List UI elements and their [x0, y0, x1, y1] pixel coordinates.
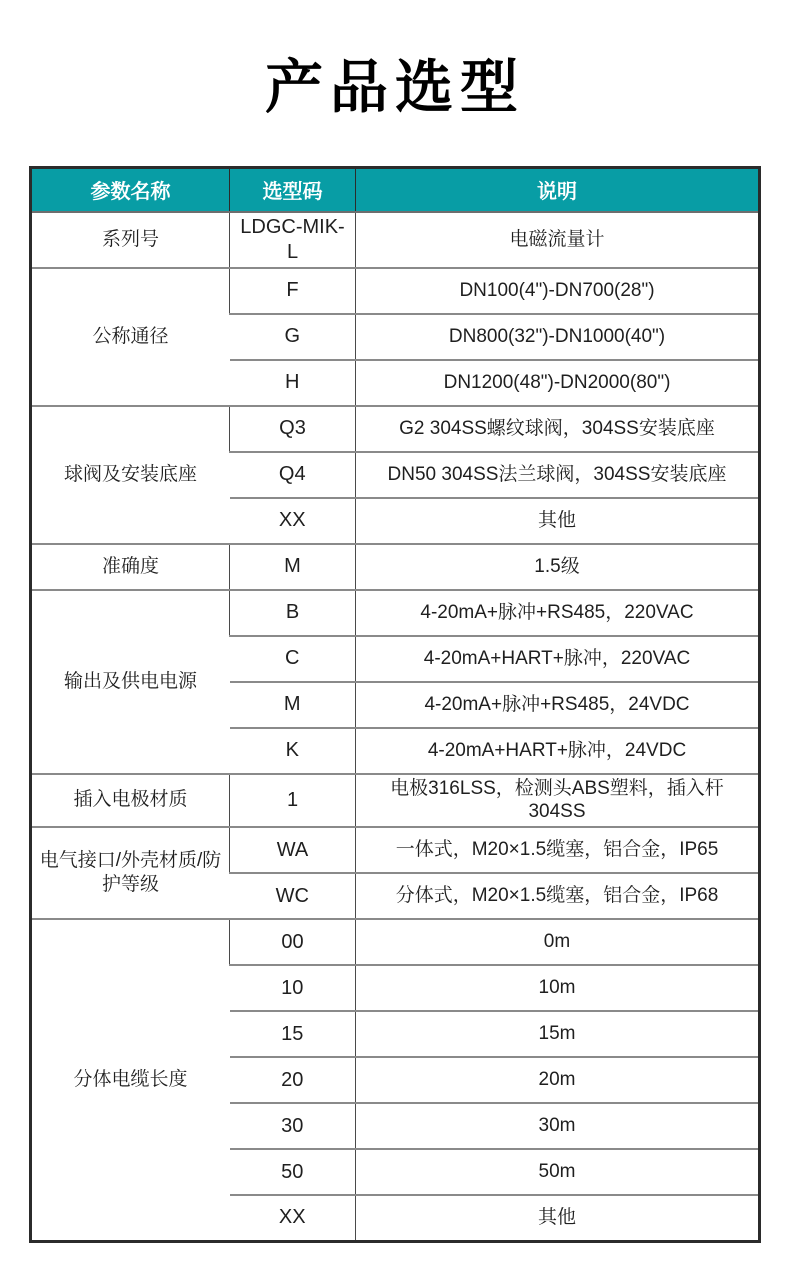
code-cell: Q3 [230, 406, 356, 452]
code-cell: H [230, 360, 356, 406]
code-cell: 50 [230, 1149, 356, 1195]
code-cell: XX [230, 498, 356, 544]
code-cell: 10 [230, 965, 356, 1011]
desc-cell: DN800(32")-DN1000(40") [356, 314, 760, 360]
table-row [31, 919, 760, 965]
code-cell: M [230, 682, 356, 728]
table-header [31, 168, 760, 212]
param-cell-ball-valve-base: 球阀及安装底座 [31, 406, 230, 544]
product-selection-table [29, 166, 761, 1243]
code-cell: 30 [230, 1103, 356, 1149]
table-row [31, 774, 760, 828]
desc-cell: 20m [356, 1057, 760, 1103]
desc-cell: 4-20mA+HART+脉冲，220VAC [356, 636, 760, 682]
col-header-parameter-name: 参数名称 [31, 168, 230, 212]
code-cell: F [230, 268, 356, 314]
code-cell: 1 [230, 774, 356, 828]
desc-cell: DN100(4")-DN700(28") [356, 268, 760, 314]
desc-cell: 电磁流量计 [356, 212, 760, 268]
code-cell: C [230, 636, 356, 682]
table-row [31, 590, 760, 636]
param-cell-output-power: 输出及供电电源 [31, 590, 230, 774]
code-cell: M [230, 544, 356, 590]
code-cell: G [230, 314, 356, 360]
desc-cell: 分体式，M20×1.5缆塞，铝合金，IP68 [356, 873, 760, 919]
desc-cell: 30m [356, 1103, 760, 1149]
desc-cell: 10m [356, 965, 760, 1011]
code-cell: 15 [230, 1011, 356, 1057]
table-row [31, 827, 760, 873]
code-cell: 20 [230, 1057, 356, 1103]
desc-cell: 0m [356, 919, 760, 965]
desc-cell: 其他 [356, 498, 760, 544]
code-cell: XX [230, 1195, 356, 1241]
desc-cell: G2 304SS螺纹球阀，304SS安装底座 [356, 406, 760, 452]
col-header-description: 说明 [356, 168, 760, 212]
page-title: 产品选型 [264, 55, 525, 120]
table-row [31, 212, 760, 268]
desc-cell: 电极316LSS，检测头ABS塑料，插入杆304SS [356, 774, 760, 828]
desc-cell: 其他 [356, 1195, 760, 1241]
code-cell: 00 [230, 919, 356, 965]
code-cell: WA [230, 827, 356, 873]
code-cell: LDGC-MIK-L [230, 212, 356, 268]
desc-cell: DN50 304SS法兰球阀，304SS安装底座 [356, 452, 760, 498]
param-cell-electrode-material: 插入电极材质 [31, 774, 230, 828]
desc-cell: 15m [356, 1011, 760, 1057]
desc-cell: 4-20mA+脉冲+RS485，220VAC [356, 590, 760, 636]
desc-cell: 50m [356, 1149, 760, 1195]
desc-cell: DN1200(48")-DN2000(80") [356, 360, 760, 406]
table-row [31, 406, 760, 452]
col-header-selection-code: 选型码 [230, 168, 356, 212]
param-cell-series: 系列号 [31, 212, 230, 268]
desc-cell: 1.5级 [356, 544, 760, 590]
code-cell: B [230, 590, 356, 636]
param-cell-accuracy: 准确度 [31, 544, 230, 590]
param-cell-cable-length: 分体电缆长度 [31, 919, 230, 1241]
param-cell-nominal-diameter: 公称通径 [31, 268, 230, 406]
code-cell: Q4 [230, 452, 356, 498]
table-body [31, 212, 760, 1242]
table-row [31, 268, 760, 314]
header-row [31, 168, 760, 212]
code-cell: WC [230, 873, 356, 919]
code-cell: K [230, 728, 356, 774]
table-row [31, 544, 760, 590]
desc-cell: 一体式，M20×1.5缆塞，铝合金，IP65 [356, 827, 760, 873]
desc-cell: 4-20mA+HART+脉冲，24VDC [356, 728, 760, 774]
desc-cell: 4-20mA+脉冲+RS485，24VDC [356, 682, 760, 728]
param-cell-electrical-interface: 电气接口/外壳材质/防护等级 [31, 827, 230, 919]
